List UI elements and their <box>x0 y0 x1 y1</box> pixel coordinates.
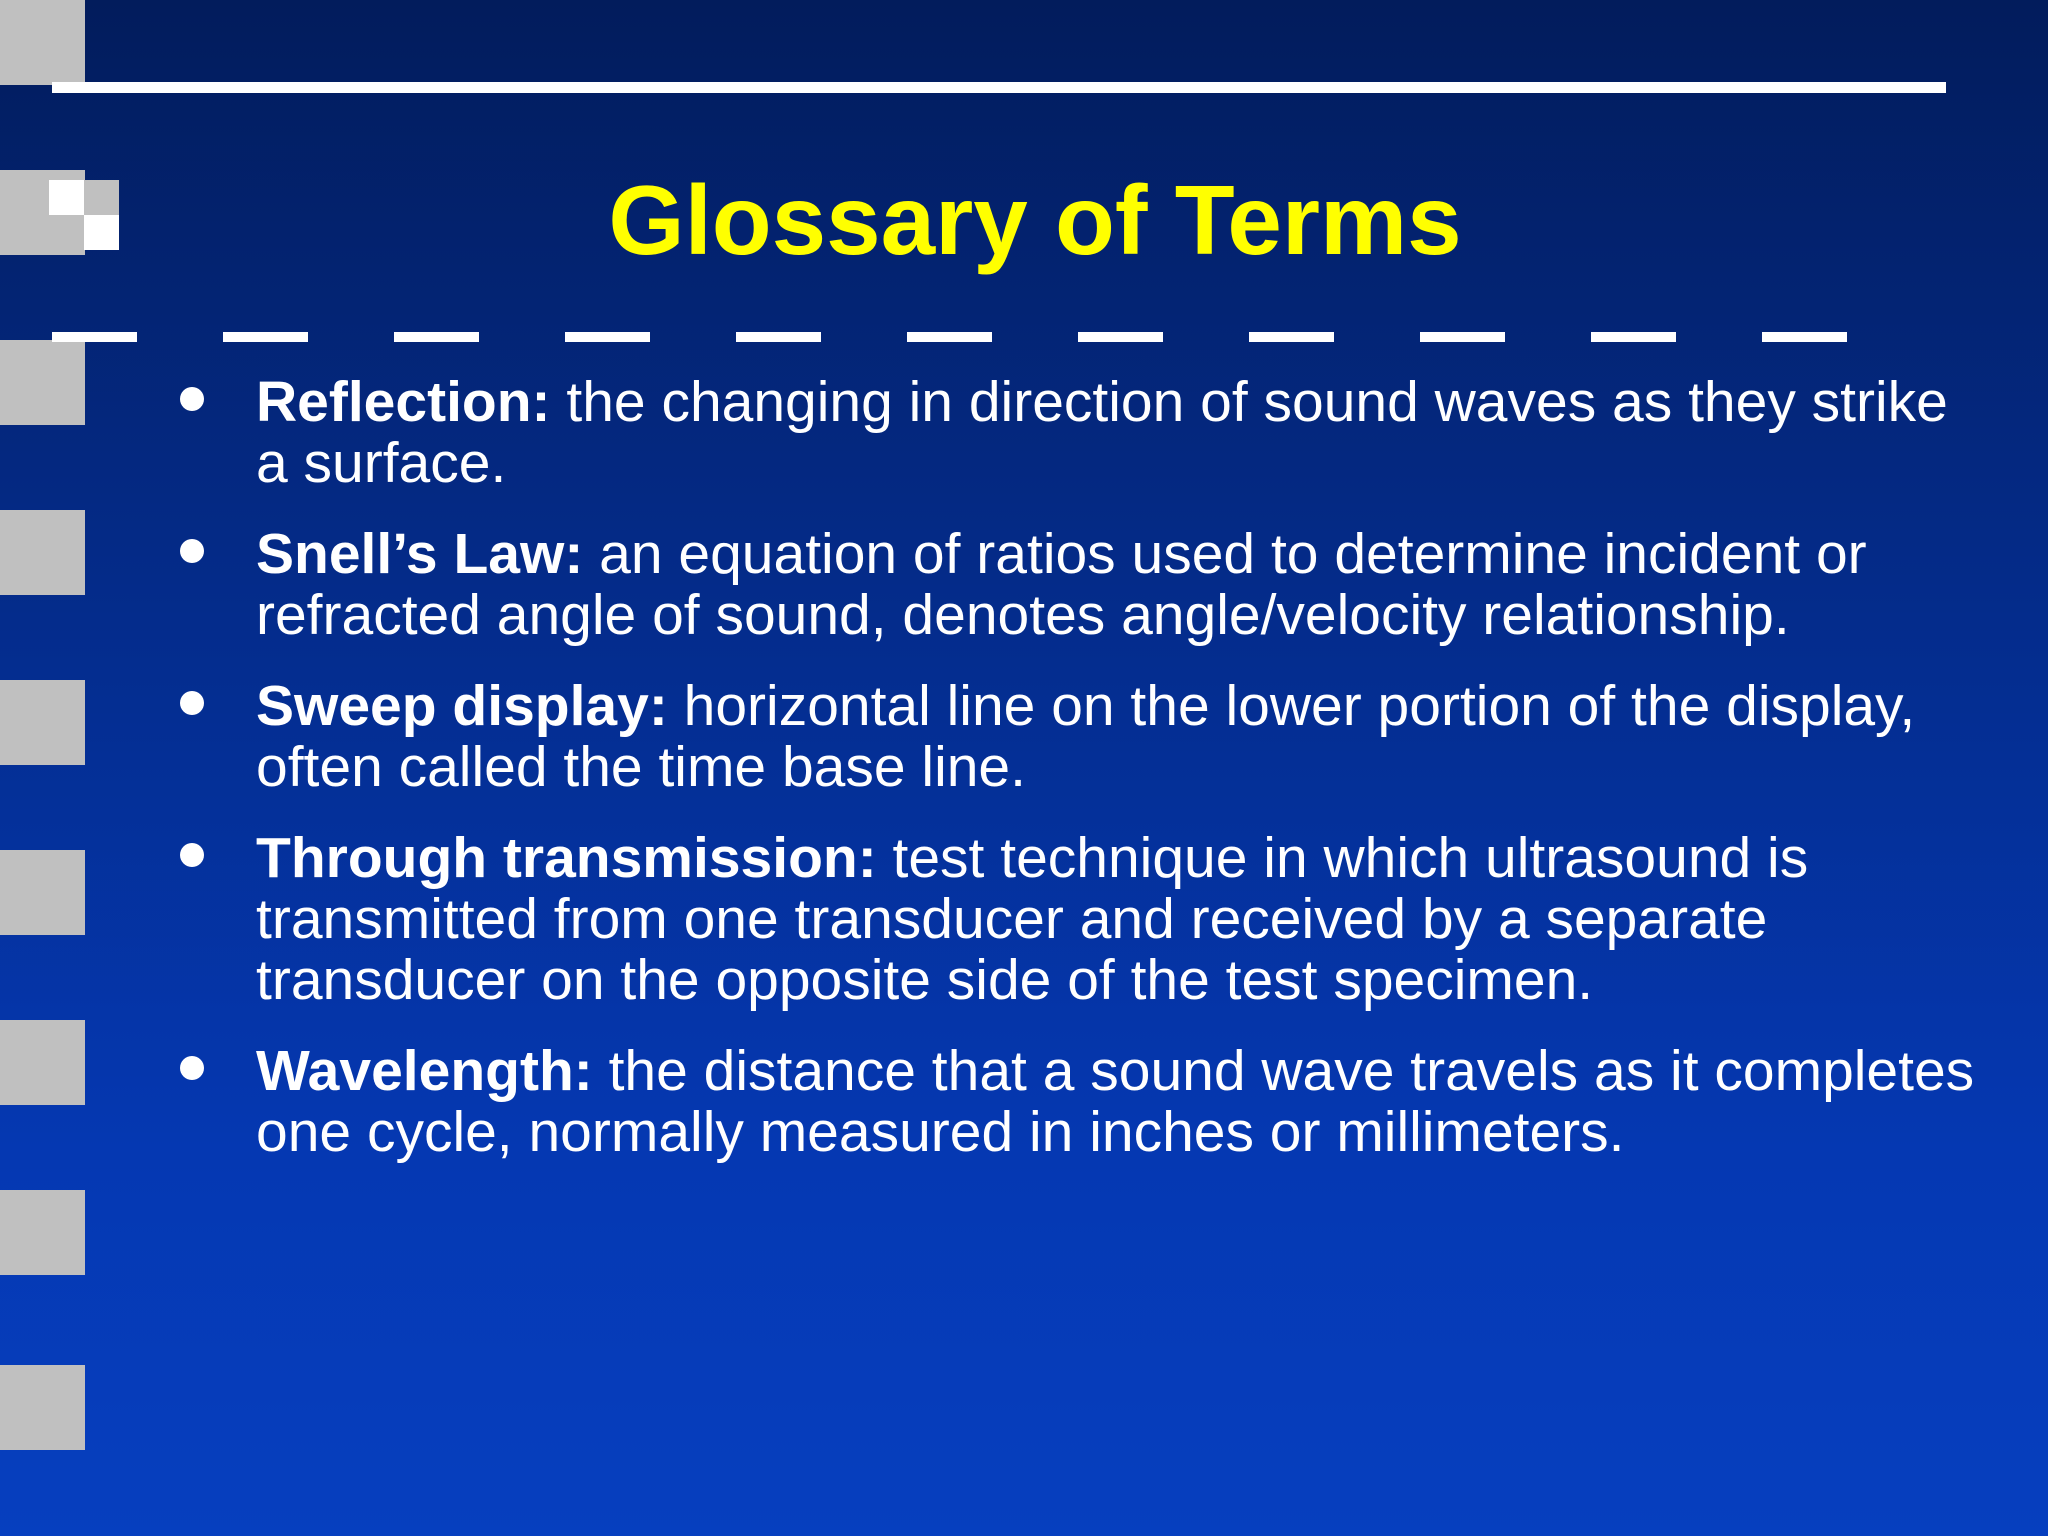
dashed-rule <box>52 332 1946 342</box>
bullet-icon <box>180 1056 204 1080</box>
glossary-definition: an equation of ratios used to determine incident or refracted angle of sound, denotes angle/velocity relationship. <box>256 522 1867 647</box>
checker-cell <box>0 510 85 595</box>
bullet-icon <box>180 843 204 867</box>
checker-cell <box>0 1190 85 1275</box>
glossary-list <box>256 372 1986 1193</box>
glossary-term: Reflection: <box>256 370 551 434</box>
glossary-definition: test technique in which ultrasound is transmitted from one transducer and received by a separate transducer on the opposite side of the test specimen. <box>256 826 1809 1012</box>
glossary-item-wavelength <box>256 1041 1986 1163</box>
glossary-item-snells-law <box>256 524 1986 646</box>
glossary-item-sweep-display <box>256 676 1986 798</box>
top-rule <box>52 82 1946 93</box>
checker-cell <box>0 1365 85 1450</box>
checker-cell <box>0 1020 85 1105</box>
glossary-term: Snell’s Law: <box>256 522 584 586</box>
checker-cell <box>0 850 85 935</box>
glossary-definition: the changing in direction of sound waves as they strike a surface. <box>256 370 1948 495</box>
checker-cell <box>0 340 85 425</box>
checker-cell <box>0 0 85 85</box>
glossary-term: Through transmission: <box>256 826 877 890</box>
bullet-icon <box>180 539 204 563</box>
glossary-item-through-transmission <box>256 828 1986 1011</box>
glossary-definition: horizontal line on the lower portion of the display, often called the time base line. <box>256 674 1916 799</box>
checker-cell <box>0 680 85 765</box>
glossary-term: Sweep display: <box>256 674 668 738</box>
bullet-icon <box>180 691 204 715</box>
glossary-definition: the distance that a sound wave travels as it completes one cycle, normally measured in inches or millimeters. <box>256 1039 1975 1164</box>
glossary-item-reflection <box>256 372 1986 494</box>
slide-title: Glossary of Terms <box>608 165 1462 275</box>
glossary-term: Wavelength: <box>256 1039 593 1103</box>
bullet-icon <box>180 387 204 411</box>
